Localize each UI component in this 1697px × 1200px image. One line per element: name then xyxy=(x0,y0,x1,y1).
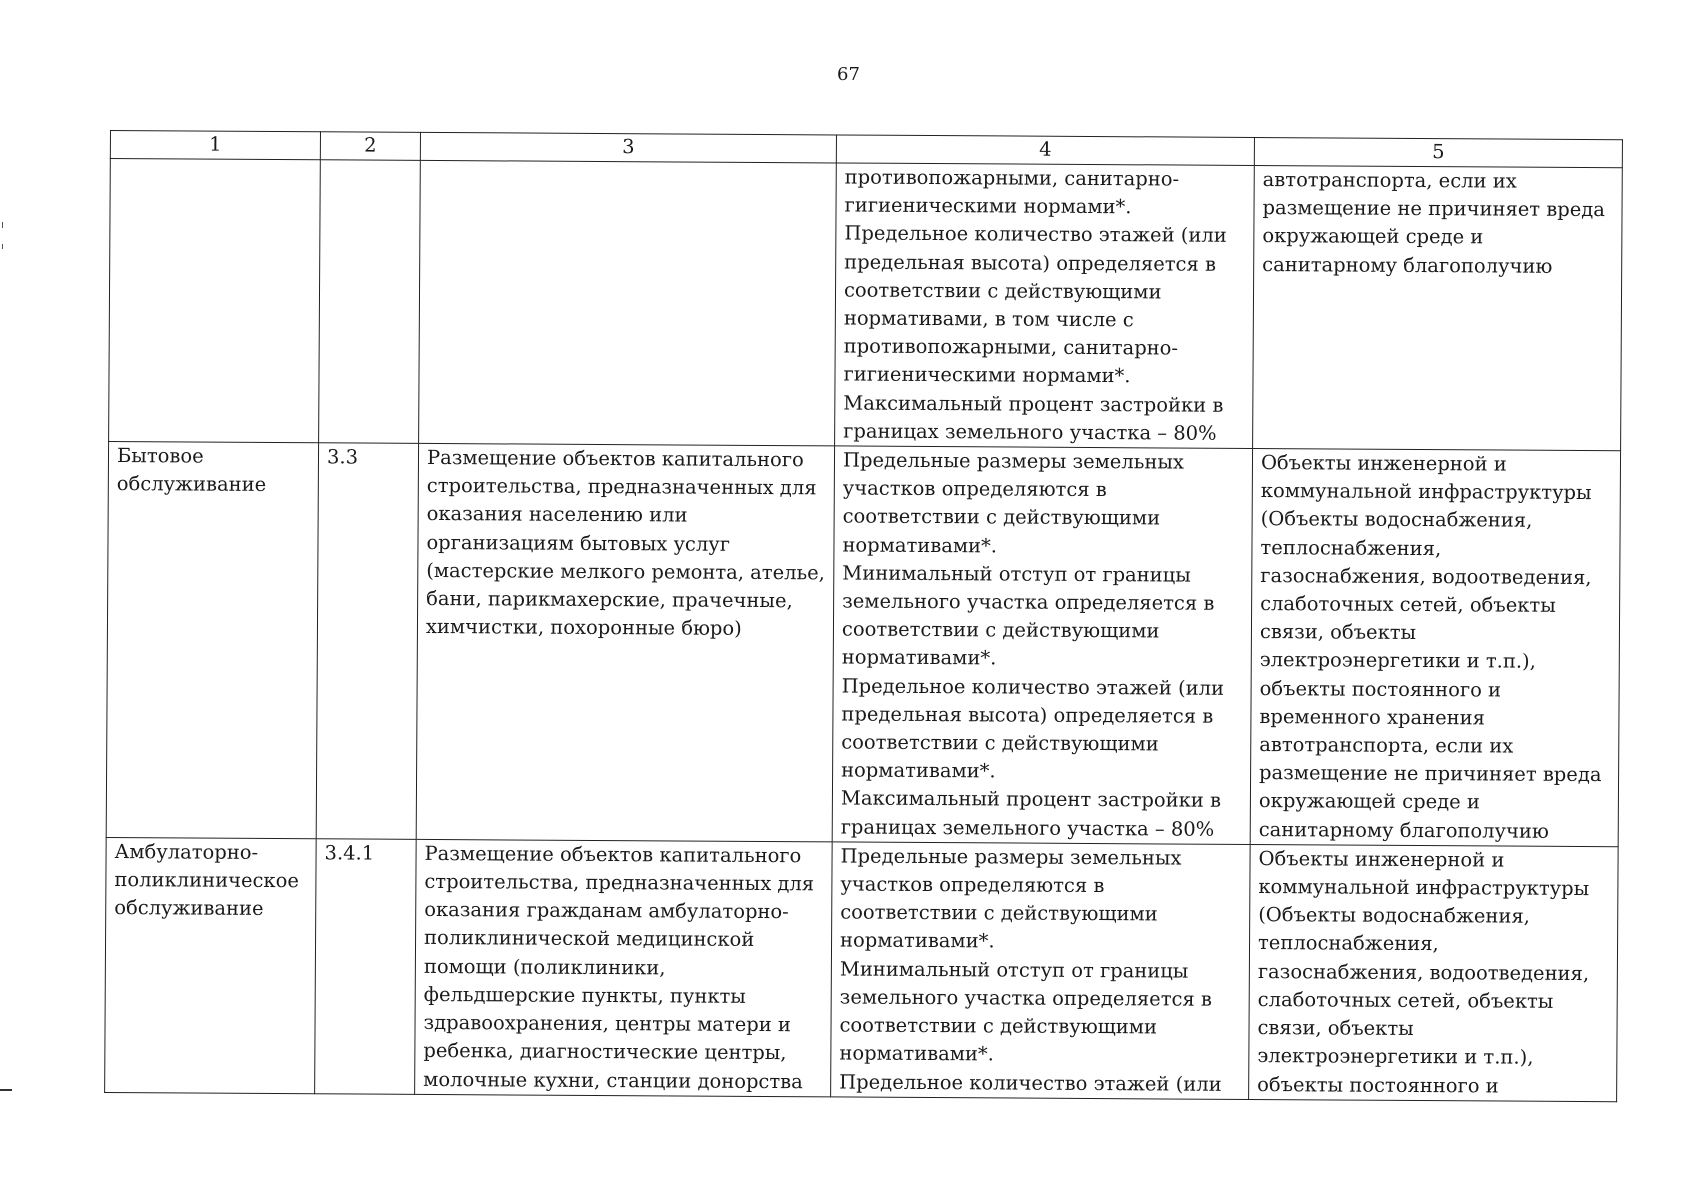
use-type-code-cell xyxy=(315,839,417,1094)
use-type-description-cell xyxy=(416,443,834,841)
land-use-table xyxy=(104,130,1623,1102)
use-type-name: Бытовое обслуживание xyxy=(116,444,267,497)
auxiliary-uses: автотранспорта, если их размещение не причиняет вреда окружающей среде и санитарному благополучию xyxy=(1262,168,1606,278)
auxiliary-uses: Объекты инженерной и коммунальной инфраструктуры (Объекты водоснабжения, теплоснабжения, газоснабжения, водоотведения, слаботочных сетей, объекты связи, объекты электроэнергетики и т.п.), объекты постоянного и xyxy=(1257,846,1590,1098)
construction-parameters-cell xyxy=(831,842,1251,1099)
column-header: 1 xyxy=(110,131,320,160)
use-type-code xyxy=(329,160,412,161)
use-type-description-cell xyxy=(415,839,833,1096)
auxiliary-uses: Объекты инженерной и коммунальной инфраструктуры (Объекты водоснабжения, теплоснабжения, газоснабжения, водоотведения, слаботочных сетей, объекты связи, объекты электроэнергетики и т.п.), объекты постоянного и временного хранения автотранспорта, если их размещение не причиняет вреда окружающей среде и санитарному благополучию xyxy=(1258,451,1602,843)
scan-margin-dash xyxy=(0,1089,12,1091)
column-header: 5 xyxy=(1254,137,1622,167)
column-header: 2 xyxy=(320,132,420,161)
table-row xyxy=(109,159,1623,451)
scan-margin-mark xyxy=(2,222,3,228)
page-number: 67 xyxy=(837,64,860,85)
construction-parameters-cell xyxy=(832,446,1252,844)
construction-parameters-cell xyxy=(835,163,1255,449)
auxiliary-uses-cell xyxy=(1253,165,1623,450)
use-type-description: Размещение объектов капитального строительства, предназначенных для оказания населению или организациям бытовых услуг (мастерские мелкого ремонта, ателье, бани, парикмахерские, прачечные, химчистки, похоронные бюро) xyxy=(425,445,825,641)
use-type-code: 3.3 xyxy=(326,445,359,469)
table-row xyxy=(105,837,1619,1101)
use-type-description: Размещение объектов капитального строительства, предназначенных для оказания гражданам амбулаторно- поликлинической медицинской помощи (поликлиники, фельдшерские пункты, пункты здравоохранения, центры матери и ребенка, диагностические центры, молочные кухни, станции донорства xyxy=(423,841,815,1093)
construction-parameters: Предельные размеры земельных участков определяются в соответствии с действующими нормативами*. Минимальный отступ от границы земельного участка определяется в соответствии с действующими нормативами*. Предельное количество этажей (или xyxy=(839,844,1222,1096)
auxiliary-uses-cell xyxy=(1249,844,1619,1101)
use-type-code: 3.4.1 xyxy=(324,841,375,865)
scan-margin-mark xyxy=(2,244,3,249)
construction-parameters: противопожарными, санитарно- гигиеническими нормами*. Предельное количество этажей (или предельная высота) определяется в соответствии с действующими нормативами, в том числе с противопожарными, санитарно- гигиеническими нормами*. Максимальный процент застройки в границах земельного участка – 80% xyxy=(843,165,1227,445)
column-header: 4 xyxy=(836,135,1254,166)
column-header: 3 xyxy=(420,132,836,163)
use-type-code-cell xyxy=(316,443,418,839)
use-type-description-cell xyxy=(419,160,837,446)
use-type-code-cell xyxy=(319,160,421,444)
use-type-name-cell xyxy=(105,837,317,1093)
auxiliary-uses-cell xyxy=(1250,449,1620,847)
use-type-name-cell xyxy=(106,442,318,839)
use-type-name-cell xyxy=(109,159,321,443)
use-type-name xyxy=(119,159,312,160)
construction-parameters: Предельные размеры земельных участков определяются в соответствии с действующими нормативами*. Минимальный отступ от границы земельного участка определяется в соответствии с действующими нормативами*. Предельное количество этажей (или предельная высота) определяется в соответствии с действующими нормативами*. Максимальный процент застройки в границах земельного участка – 80% xyxy=(840,448,1225,841)
table-row xyxy=(106,442,1620,847)
use-type-name: Амбулаторно- поликлиническое обслуживание xyxy=(114,839,300,921)
